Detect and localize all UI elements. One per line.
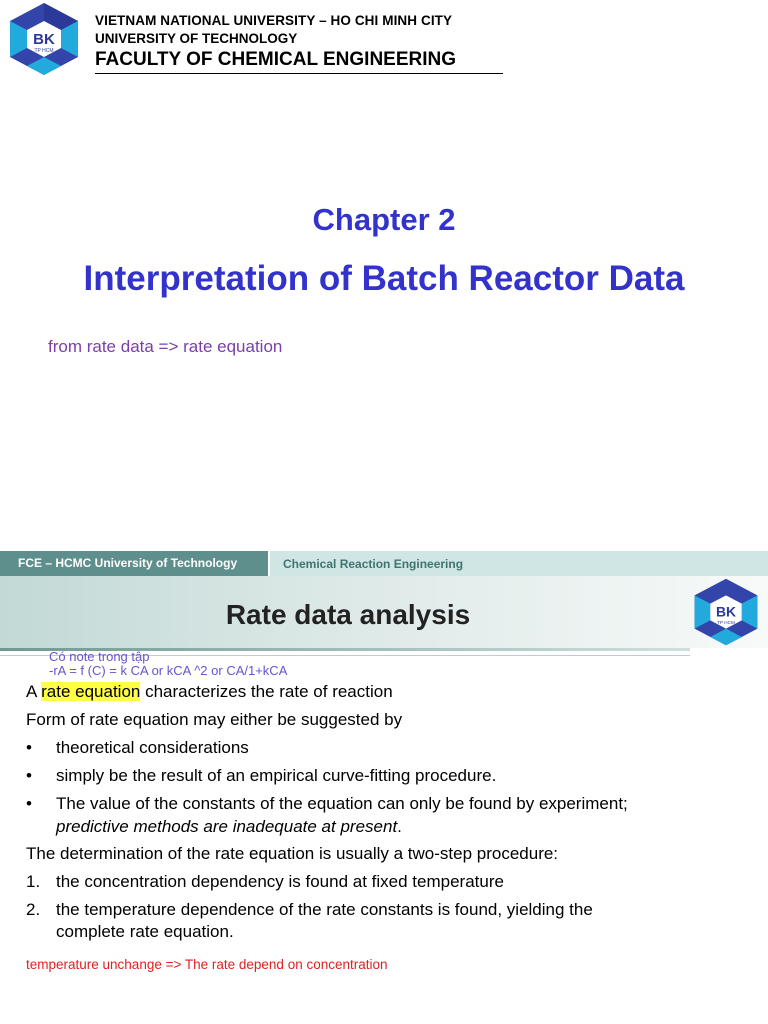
bullet-marker: • (26, 738, 32, 757)
bullet-item-3-line-1: The value of the constants of the equation can only be found by experiment; (56, 794, 628, 813)
header-institution: FCE – HCMC University of Technology (0, 551, 268, 576)
text-span: characterizes the rate of reaction (140, 682, 393, 701)
bullet-item-2: simply be the result of an empirical curve-fitting procedure. (56, 766, 497, 785)
text-span: A (26, 682, 42, 701)
step-number: 2. (26, 900, 41, 919)
body-line-form: Form of rate equation may either be suggested by (26, 710, 403, 729)
logo-subtext: TP HCM (717, 620, 735, 626)
chapter-number: Chapter 2 (312, 202, 456, 237)
bullet-marker: • (26, 766, 32, 785)
text-span: . (397, 817, 402, 836)
step-2-line-1: the temperature dependence of the rate constants is found, yielding the (56, 900, 593, 919)
step-number: 1. (26, 872, 41, 891)
slide-heading: Rate data analysis (225, 599, 471, 630)
italic-text: predictive methods are inadequate at present (56, 817, 398, 836)
step-2-line-2: complete rate equation. (56, 922, 234, 941)
step-1: the concentration dependency is found at fixed temperature (56, 872, 504, 891)
logo-subtext: TP HCM (34, 48, 54, 54)
handwritten-formula: -rA = f (C) = k CA or kCA ^2 or CA/1+kCA (49, 663, 288, 678)
university-line-1: VIETNAM NATIONAL UNIVERSITY – HO CHI MINH CITY (95, 13, 453, 28)
faculty-name: FACULTY OF CHEMICAL ENGINEERING (95, 49, 503, 74)
header-course: Chemical Reaction Engineering (270, 551, 768, 576)
logo-text: BK (33, 31, 55, 48)
handwritten-note: Có note trong tập (49, 649, 150, 664)
annotation-note: from rate data => rate equation (48, 337, 283, 356)
annotation-note-red: temperature unchange => The rate depend on concentration (26, 957, 388, 972)
chapter-title: Interpretation of Batch Reactor Data (83, 259, 685, 298)
highlighted-term: rate equation (41, 682, 141, 701)
university-line-2: UNIVERSITY OF TECHNOLOGY (95, 31, 298, 46)
logo-text: BK (715, 603, 737, 620)
body-line-procedure: The determination of the rate equation is usually a two-step procedure: (26, 844, 559, 863)
bk-logo-icon (4, 1, 84, 77)
bullet-marker: • (26, 794, 32, 813)
body-line-rate-equation (26, 682, 393, 702)
bullet-item-1: theoretical considerations (56, 738, 249, 757)
bullet-item-3-line-2 (56, 817, 402, 837)
slide-2 (0, 548, 768, 1024)
bk-logo-icon (689, 576, 763, 648)
